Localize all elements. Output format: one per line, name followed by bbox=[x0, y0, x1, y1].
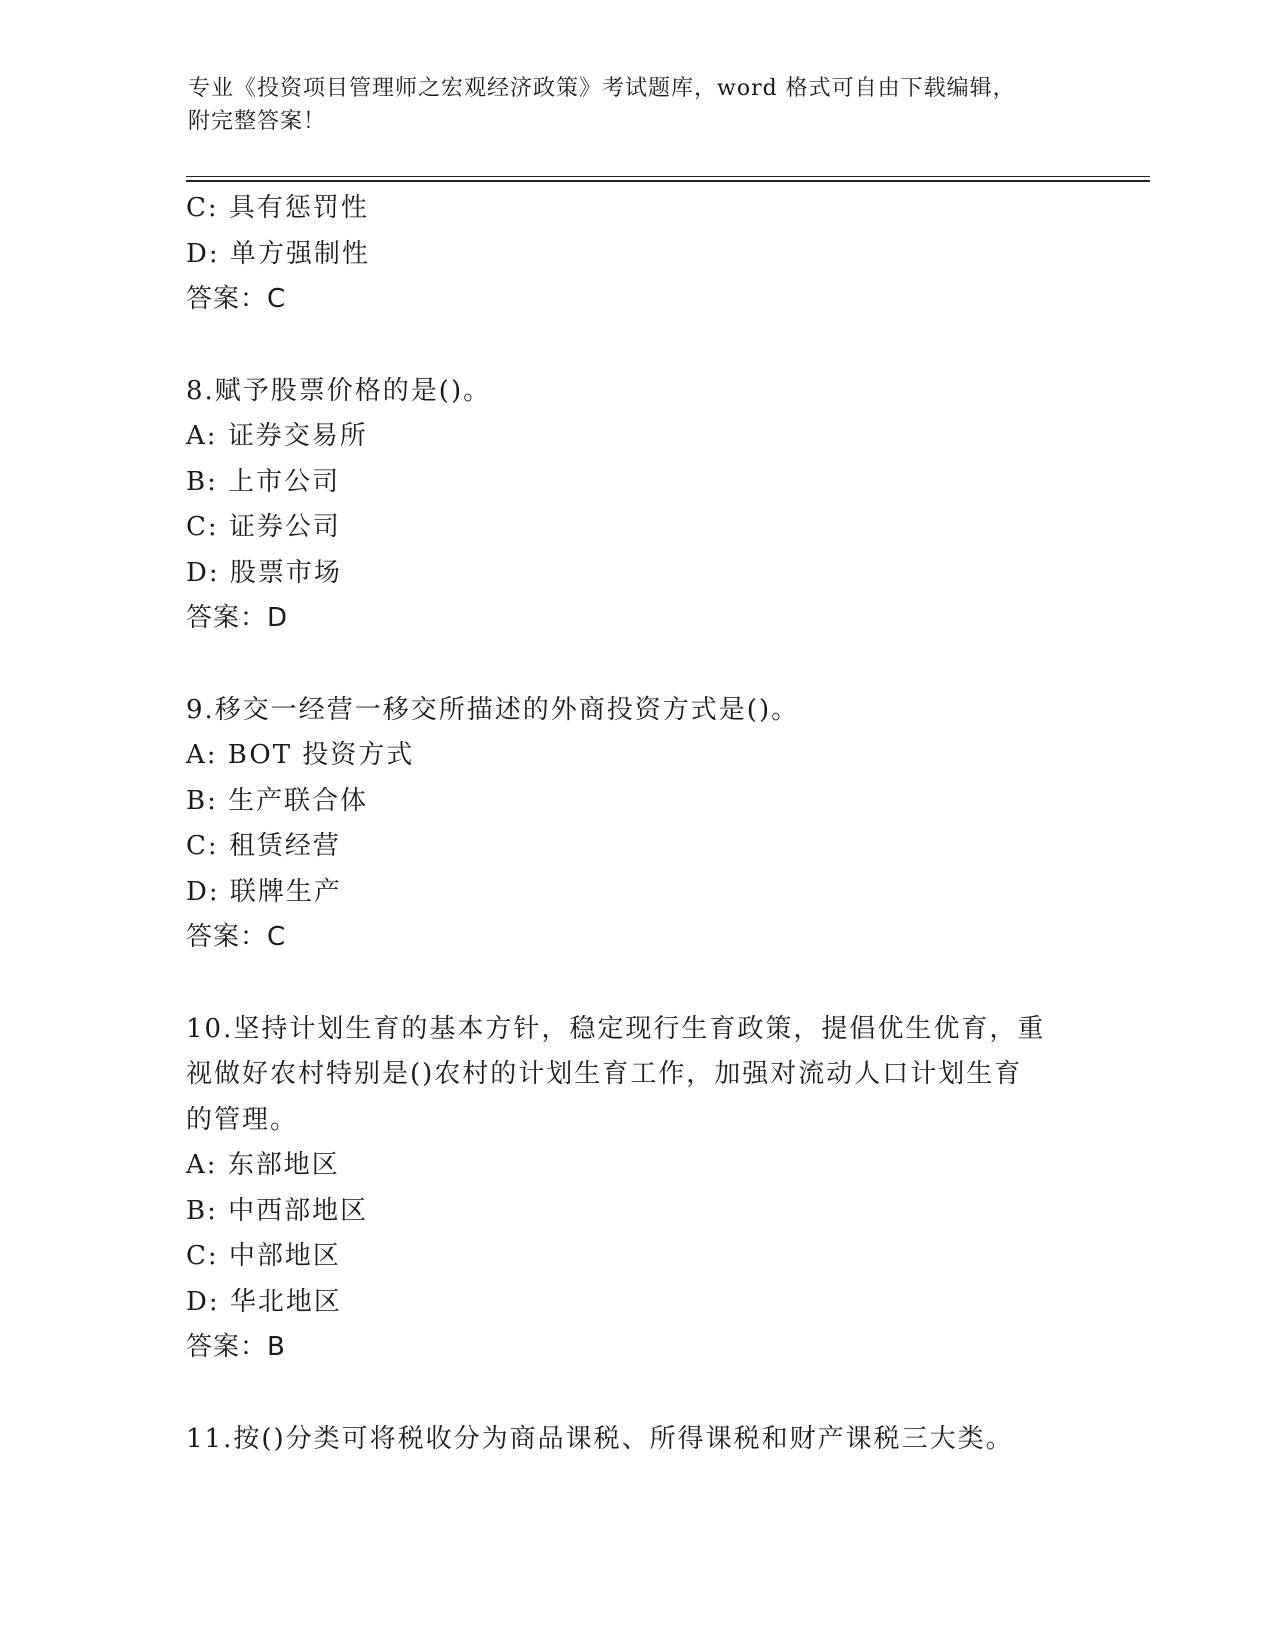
question-text: 11.按()分类可将税收分为商品课税、所得课税和财产课税三大类。 bbox=[186, 1423, 1014, 1454]
question-10 bbox=[186, 1007, 1086, 1371]
question-11 bbox=[186, 1417, 1086, 1463]
spacer bbox=[186, 642, 1086, 688]
spacer bbox=[186, 323, 1086, 369]
answer: 答案：C bbox=[186, 284, 287, 314]
option-b: B: 上市公司 bbox=[186, 466, 341, 497]
answer: 答案：B bbox=[186, 1332, 286, 1362]
question-list bbox=[186, 186, 1086, 1462]
option-c: C: 租赁经营 bbox=[186, 831, 341, 861]
spacer bbox=[186, 1371, 1086, 1417]
question-text-line-1: 10.坚持计划生育的基本方针，稳定现行生育政策，提倡优生优育，重 bbox=[186, 1013, 1046, 1044]
option-c: C: 证券公司 bbox=[186, 512, 341, 542]
question-text: 9.移交一经营一移交所描述的外商投资方式是()。 bbox=[186, 694, 800, 725]
question-text: 8.赋予股票价格的是()。 bbox=[186, 375, 492, 406]
option-c: C: 具有惩罚性 bbox=[186, 193, 369, 223]
question-text-line-3: 的管理。 bbox=[186, 1104, 299, 1135]
question-8 bbox=[186, 369, 1086, 642]
header-divider-thin bbox=[186, 176, 1150, 177]
answer: 答案：C bbox=[186, 922, 287, 952]
option-c: C: 中部地区 bbox=[186, 1241, 341, 1271]
option-a: A: BOT 投资方式 bbox=[186, 740, 415, 770]
option-b: B: 中西部地区 bbox=[186, 1195, 369, 1226]
document-header bbox=[188, 72, 1108, 138]
question-text-line-2: 视做好农村特别是()农村的计划生育工作，加强对流动人口计划生育 bbox=[186, 1059, 1023, 1089]
answer: 答案：D bbox=[186, 603, 289, 633]
header-divider-thick bbox=[186, 180, 1150, 182]
option-a: A: 东部地区 bbox=[186, 1150, 340, 1180]
option-d: D: 华北地区 bbox=[186, 1286, 342, 1317]
option-d: D: 股票市场 bbox=[186, 557, 342, 588]
option-d: D: 单方强制性 bbox=[186, 238, 370, 269]
option-b: B: 生产联合体 bbox=[186, 785, 369, 816]
spacer bbox=[186, 961, 1086, 1007]
header-line-2: 附完整答案！ bbox=[188, 109, 327, 134]
question-9 bbox=[186, 688, 1086, 961]
option-a: A: 证券交易所 bbox=[186, 421, 368, 451]
question-7 bbox=[186, 186, 1086, 323]
header-line-1: 专业《投资项目管理师之宏观经济政策》考试题库，word 格式可自由下载编辑， bbox=[188, 76, 1016, 101]
option-d: D: 联牌生产 bbox=[186, 876, 342, 907]
